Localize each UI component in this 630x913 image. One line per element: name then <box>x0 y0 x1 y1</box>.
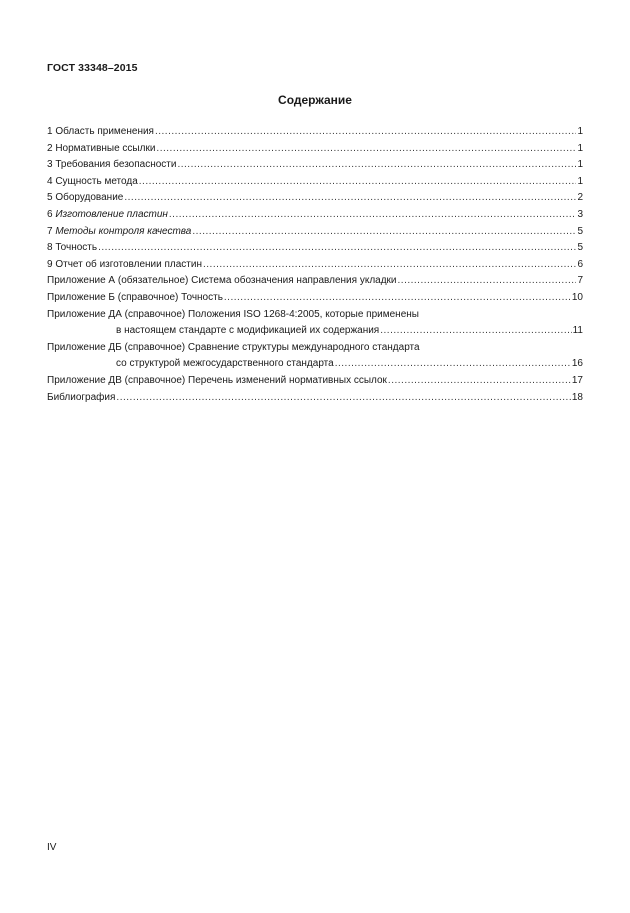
toc-entry-page: 5 <box>577 225 583 237</box>
toc-entry-label: Приложение ДВ (справочное) Перечень изменений нормативных ссылок <box>47 374 387 386</box>
toc-title: Содержание <box>278 93 352 107</box>
toc-entry-page: 10 <box>571 291 583 303</box>
toc-entry-title: Методы контроля качества <box>55 225 192 237</box>
toc-entry-page: 1 <box>577 175 583 187</box>
toc-entry-label: 2 Нормативные ссылки <box>47 142 156 154</box>
toc-entry[interactable] <box>47 224 583 241</box>
toc-entry[interactable] <box>47 373 583 390</box>
toc-entry[interactable] <box>47 157 583 174</box>
toc-entry[interactable] <box>47 257 583 274</box>
toc-entry-title: Изготовление пластин <box>55 208 168 220</box>
toc-entry[interactable] <box>47 390 583 407</box>
toc-entry[interactable] <box>47 190 583 207</box>
toc-entry-page: 18 <box>571 391 583 403</box>
toc-entry-page: 16 <box>571 358 583 370</box>
toc-entry-label: Приложение ДБ (справочное) Сравнение структуры международного стандарта <box>47 341 420 353</box>
toc-entry[interactable] <box>47 240 583 257</box>
toc-entry-line <box>47 340 583 357</box>
toc-entry-label: 4 Сущность метода <box>47 175 138 187</box>
toc-entry-line <box>47 323 583 340</box>
toc-entry[interactable] <box>47 207 583 224</box>
toc-leader <box>192 224 576 241</box>
toc-entry-page: 1 <box>577 126 583 137</box>
toc-leader <box>124 190 576 207</box>
toc-entry-label: 1 Область применения <box>47 126 154 137</box>
toc-entry-page: 6 <box>577 258 583 270</box>
toc-entry[interactable] <box>47 340 583 373</box>
toc-entry-number: 6 <box>47 208 56 220</box>
toc-entry-page: 7 <box>577 275 583 287</box>
toc-entry-label: 3 Требования безопасности <box>47 159 177 171</box>
toc-entry[interactable] <box>47 124 583 141</box>
toc-entry-label: Приложение А (обязательное) Система обозначения направления укладки <box>47 275 397 287</box>
toc-entry-label <box>47 207 168 224</box>
document-code: ГОСТ 33348–2015 <box>47 62 138 74</box>
toc-leader <box>139 174 577 191</box>
toc-entry-label: Приложение ДА (справочное) Положения ISO 1268-4:2005, которые применены <box>47 308 419 320</box>
toc-leader <box>380 323 571 340</box>
toc-leader <box>388 373 571 390</box>
table-of-contents <box>47 124 583 406</box>
toc-entry-number: 7 <box>47 225 56 237</box>
page-number: IV <box>47 842 57 853</box>
toc-entry-page: 3 <box>577 208 583 220</box>
toc-entry-page: 11 <box>572 325 583 337</box>
toc-entry-page: 1 <box>577 159 583 171</box>
toc-leader <box>177 157 576 174</box>
toc-entry[interactable] <box>47 174 583 191</box>
toc-leader <box>398 273 577 290</box>
toc-entry-line <box>47 356 583 373</box>
toc-leader <box>169 207 577 224</box>
toc-leader <box>203 257 576 274</box>
toc-leader <box>335 356 571 373</box>
toc-entry-label: Приложение Б (справочное) Точность <box>47 291 223 303</box>
toc-entry-label: 5 Оборудование <box>47 192 124 204</box>
toc-leader <box>155 124 576 141</box>
toc-leader <box>156 141 576 158</box>
toc-entry[interactable] <box>47 307 583 340</box>
toc-entry-label: 9 Отчет об изготовлении пластин <box>47 258 202 270</box>
toc-entry-label: Библиография <box>47 391 116 403</box>
toc-leader <box>116 390 570 407</box>
toc-entry-label <box>47 224 191 241</box>
toc-entry[interactable] <box>47 290 583 307</box>
toc-leader <box>224 290 571 307</box>
toc-entry[interactable] <box>47 141 583 158</box>
toc-entry[interactable] <box>47 273 583 290</box>
toc-entry-page: 17 <box>571 374 583 386</box>
toc-entry-label-continued: в настоящем стандарте с модификацией их содержания <box>116 325 380 337</box>
toc-entry-label: 8 Точность <box>47 242 98 254</box>
toc-entry-label-continued: со структурой межгосударственного стандарта <box>116 358 334 370</box>
toc-entry-page: 1 <box>577 142 583 154</box>
toc-entry-line <box>47 307 583 324</box>
toc-entry-page: 2 <box>577 192 583 204</box>
toc-entry-page: 5 <box>577 242 583 254</box>
toc-leader <box>98 240 576 257</box>
